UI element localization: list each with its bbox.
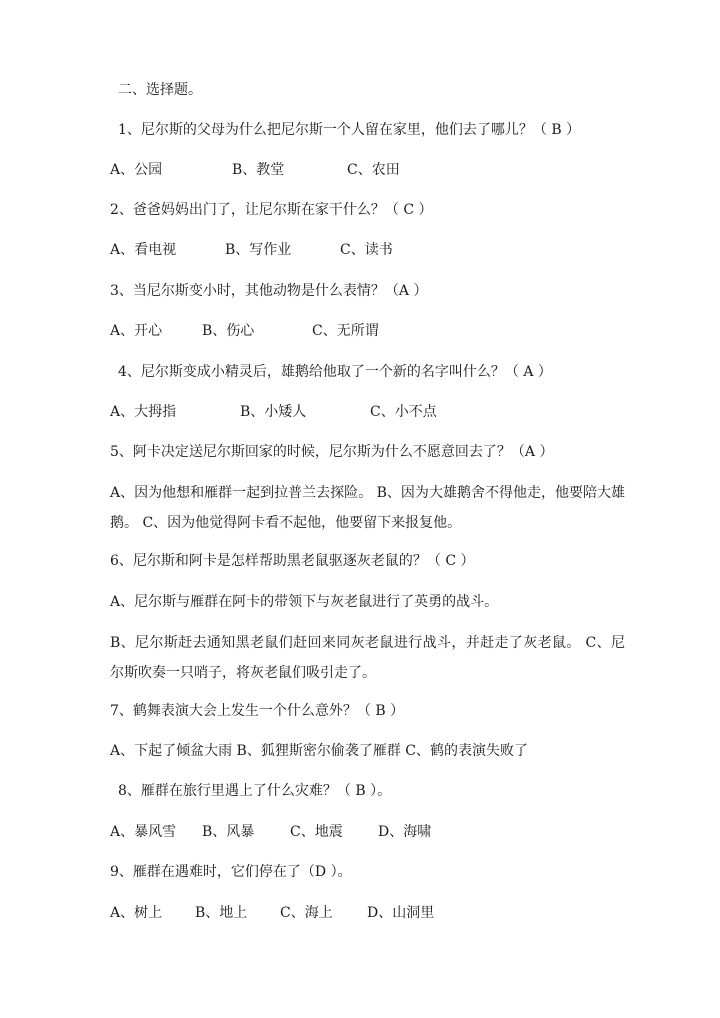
question-8-options	[110, 820, 630, 844]
option-b: B、写作业	[225, 242, 292, 258]
question-9-options	[110, 901, 630, 925]
question-5-options: A、因为他想和雁群一起到拉普兰去探险。 B、因为大雄鹅舍不得他走，他要陪大雄鹅。 C、因为他觉得阿卡看不起他，他要留下来报复他。	[110, 485, 625, 531]
question-3-options	[110, 319, 630, 343]
question-6-option-a: A、尼尔斯与雁群在阿卡的带领下与灰老鼠进行了英勇的战斗。	[110, 594, 499, 610]
option-c: C、海上	[280, 905, 333, 921]
option-c: C、无所谓	[312, 323, 379, 339]
question-4: 4、尼尔斯变成小精灵后，雄鹅给他取了一个新的名字叫什么？（ A ）	[118, 364, 552, 380]
question-7-options: A、下起了倾盆大雨 B、狐狸斯密尔偷袭了雁群 C、鹤的表演失败了	[110, 743, 529, 759]
option-a: A、看电视	[110, 242, 177, 258]
question-5: 5、阿卡决定送尼尔斯回家的时候，尼尔斯为什么不愿意回去了？（A ）	[110, 444, 554, 460]
option-c: C、小不点	[370, 404, 437, 420]
question-2-options	[110, 238, 630, 262]
option-c: C、农田	[347, 162, 400, 178]
option-b: B、地上	[195, 905, 248, 921]
question-7: 7、鹤舞表演大会上发生一个什么意外？（ B ）	[110, 703, 405, 719]
section-title: 二、选择题。	[118, 82, 202, 98]
question-6-options-bc: B、尼尔斯赶去通知黑老鼠们赶回来同灰老鼠进行战斗，并赶走了灰老鼠。 C、尼尔斯吹奏一只哨子，将灰老鼠们吸引走了。	[110, 635, 625, 681]
option-b: B、伤心	[202, 323, 255, 339]
question-1-options	[110, 158, 630, 182]
question-9: 9、雁群在遇难时，它们停在了（D ）。	[110, 864, 352, 880]
option-a: A、暴风雪	[110, 824, 177, 840]
question-6: 6、尼尔斯和阿卡是怎样帮助黑老鼠驱逐灰老鼠的？（ C ）	[110, 553, 475, 569]
question-8: 8、雁群在旅行里遇上了什么灾难？（ B ）。	[118, 783, 392, 799]
option-d: D、山洞里	[367, 905, 435, 921]
option-d: D、海啸	[378, 824, 432, 840]
question-3: 3、当尼尔斯变小时，其他动物是什么表情？（A ）	[110, 283, 428, 299]
question-1: 1、尼尔斯的父母为什么把尼尔斯一个人留在家里，他们去了哪儿？（ B ）	[118, 122, 581, 138]
option-a: A、开心	[110, 323, 163, 339]
question-2: 2、爸爸妈妈出门了，让尼尔斯在家干什么？（ C ）	[110, 202, 433, 218]
option-c: C、读书	[340, 242, 393, 258]
option-c: C、地震	[290, 824, 343, 840]
option-b: B、风暴	[202, 824, 255, 840]
question-4-options	[110, 400, 630, 424]
option-b: B、教堂	[232, 162, 285, 178]
option-a: A、公园	[110, 162, 163, 178]
option-a: A、大拇指	[110, 404, 177, 420]
option-b: B、小矮人	[240, 404, 307, 420]
option-a: A、树上	[110, 905, 163, 921]
